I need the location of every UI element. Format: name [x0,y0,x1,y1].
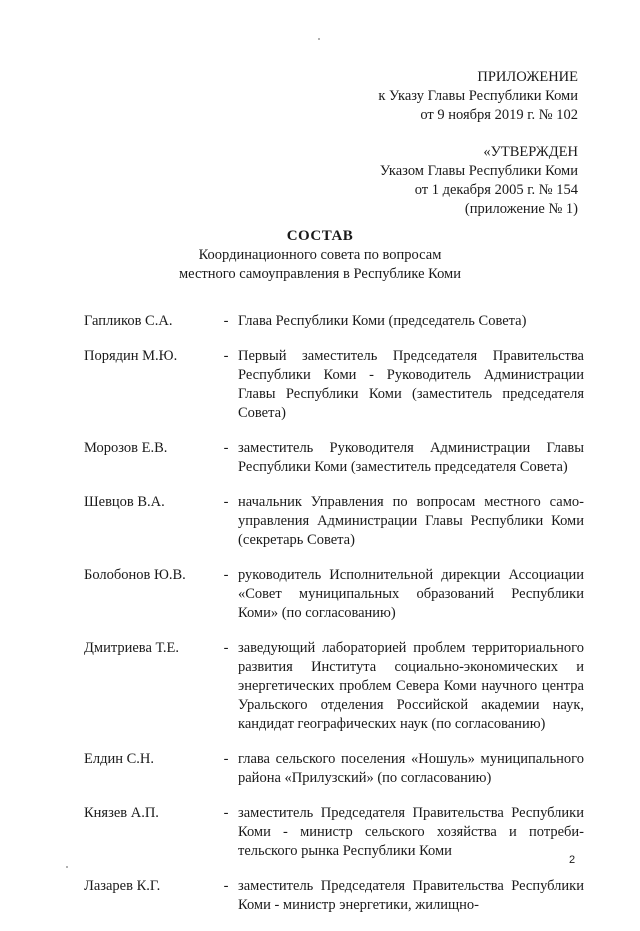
separator-dash: - [223,348,229,364]
separator-dash: - [223,878,229,894]
separator-dash: - [223,805,229,821]
member-row [84,639,584,734]
member-role: заведующий лабораторией проблем территориального развития Института социально-экономических и энергетических проблем Севера Коми научного центра Уральского отделения Российской академии наук, кандидат географических наук (по согласованию) [238,640,584,732]
separator-dash: - [223,751,229,767]
council-members-list [84,312,584,931]
separator-dash: - [223,313,229,329]
document-title: СОСТАВ [286,228,354,244]
member-name: Князев А.П. [84,805,159,821]
member-role: Первый заместитель Председателя Правительства Республики Коми - Руководитель Администрации Главы Республики Коми (заместитель председателя Совета) [238,348,584,421]
member-row [84,312,584,331]
member-role: руководитель Исполнительной дирекции Ассоциации «Совет муниципальных образований Республики Коми» (по согласованию) [238,567,584,621]
member-row [84,493,584,550]
member-name: Болобонов Ю.В. [84,567,186,583]
member-role: заместитель Руководителя Администрации Главы Республики Коми (заместитель председателя Совета) [238,440,584,475]
member-row [84,347,584,423]
document-subtitle-line: Координационного совета по вопросам [198,247,442,263]
member-row [84,750,584,788]
scan-speck [66,866,68,868]
appendix-line: от 9 ноября 2019 г. № 102 [420,107,578,123]
separator-dash: - [223,440,229,456]
page-number: 2 [569,854,576,866]
member-row [84,439,584,477]
approved-line: Указом Главы Республики Коми [379,163,578,179]
separator-dash: - [223,640,229,656]
document-title-block [0,226,640,283]
member-role: заместитель Председателя Правительства Республики Коми - министр сельского хозяйства и потребительского рынка Республики Коми [238,805,584,859]
member-role: начальник Управления по вопросам местного самоуправления Администрации Главы Республики Коми (секретарь Совета) [238,494,584,548]
member-row [84,566,584,623]
scan-speck [318,38,320,40]
member-name: Елдин С.Н. [84,751,155,767]
member-role: глава сельского поселения «Ношуль» муниципального района «Прилузский» (по согласованию) [238,751,584,786]
appendix-header [378,68,578,125]
document-subtitle-line: местного самоуправления в Республике Коми [179,265,461,282]
separator-dash: - [223,567,229,583]
approved-line: от 1 декабря 2005 г. № 154 [414,182,578,198]
member-row [84,804,584,861]
approved-line: (приложение № 1) [464,201,578,217]
member-name: Порядин М.Ю. [84,348,178,364]
approved-line: «УТВЕРЖДЕН [483,144,578,160]
member-name: Дмитриева Т.Е. [84,640,180,656]
member-role: Глава Республики Коми (председатель Совета) [238,313,527,329]
member-name: Лазарев К.Г. [84,878,161,894]
member-name: Гапликов С.А. [84,313,173,329]
approved-header [380,143,578,219]
member-row [84,877,584,915]
separator-dash: - [223,494,229,510]
member-name: Морозов Е.В. [84,440,168,456]
appendix-line: ПРИЛОЖЕНИЕ [477,69,578,85]
member-name: Шевцов В.А. [84,494,165,510]
appendix-line: к Указу Главы Республики Коми [378,88,578,104]
member-role: заместитель Председателя Правительства Республики Коми - министр энергетики, жилищно- [238,878,584,913]
